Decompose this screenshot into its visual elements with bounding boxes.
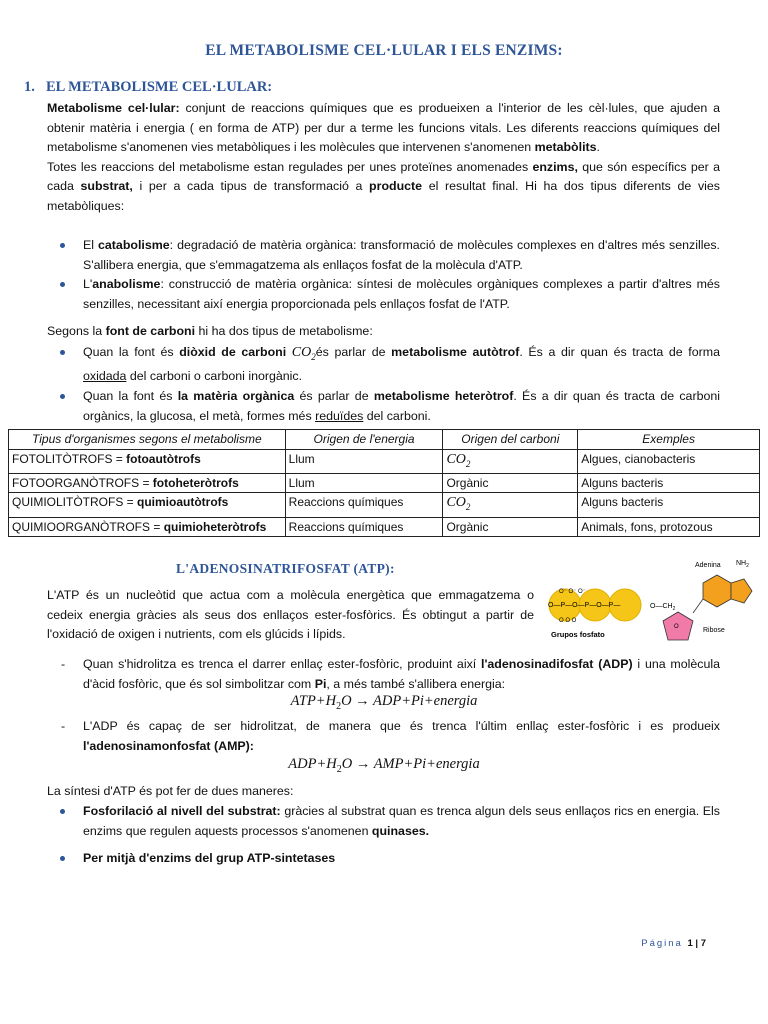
list-item-autotroph: Quan la font és diòxid de carboni $CO_2és$ parlar de metabolisme autòtrof. És a dir quan és tracta de forma oxidada del carboni o carboni inorgànic. <box>47 343 720 387</box>
page-title: EL METABOLISME CEL·LULAR I ELS ENZIMS: <box>205 42 563 59</box>
cell-examples: Algues, cianobacteris <box>578 449 760 473</box>
hydrolysis-list-2 <box>47 717 720 756</box>
carbon-source-list <box>47 343 720 426</box>
cell-type: FOTOORGANÒTROFS = fotoheteròtrofs <box>9 473 286 493</box>
cell-carbon: $CO_2$ <box>443 493 578 517</box>
cell-energy: Reaccions químiques <box>285 493 443 517</box>
cell-energy: Llum <box>285 473 443 493</box>
svg-text:O⁻ O⁻ O⁻: O⁻ O⁻ O⁻ <box>559 589 586 595</box>
cell-examples: Animals, fons, protozous <box>578 517 760 537</box>
page-footer <box>641 938 706 949</box>
cell-examples: Alguns bacteris <box>578 493 760 517</box>
cell-type: QUIMIOORGANÒTROFS = quimioheteròtrofs <box>9 517 286 537</box>
cell-energy: Llum <box>285 449 443 473</box>
table-row <box>9 517 760 537</box>
list-item-atp-synthase: Per mitjà d'enzims del grup ATP-sintetases <box>47 849 720 869</box>
svg-text:O—P—O—P—O—P—: O—P—O—P—O—P— <box>548 602 621 609</box>
svg-text:O O O: O O O <box>559 618 577 624</box>
adenine-label: Adenina <box>695 562 721 569</box>
column-header: Origen de l'energia <box>285 430 443 450</box>
cell-carbon: Orgànic <box>443 473 578 493</box>
adenine-ring-five <box>731 579 752 603</box>
table-row <box>9 493 760 517</box>
list-item-substrate-phosphorylation: Fosforilació al nivell del substrat: gràcies al substrat quan es trenca algun dels seus enllaços rics en energia. Els enzims que regulen aquests processos s'anomenen quinases. <box>47 802 720 841</box>
page-number: 1 | 7 <box>687 938 706 949</box>
footer-label: Página <box>641 938 683 949</box>
definition-paragraph: Metabolisme cel·lular: conjunt de reaccions químiques que es produeixen a l'interior de les cèl·lules, que ajuden a obtenir matèria i energia ( en forma de ATP) per dur a terme les funcions vitals. Les diferents reaccions químiques del metabolisme s'anomenen vies metabòliques i les molècules que intervenen s'anomenen metabòlits. Totes les reaccions del metabolisme estan regulades per unes proteïnes anomenades enzims, que són específics per a cada substrat, i per a cada tipus de transformació a producte el resultat final. Hi ha dos tipus diferents de vies metabòliques: <box>47 101 721 213</box>
column-header: Origen del carboni <box>443 430 578 450</box>
metabolism-types-table <box>8 429 760 537</box>
list-item-anabolism: L'anabolisme: construcció de matèria orgànica: síntesi de molècules orgàniques complexes a partir d'altres més senzilles, necessitant així energia proporcionada pels enllaços fosfat de l'ATP. <box>47 275 720 314</box>
table-row <box>9 473 760 493</box>
atp-intro-paragraph: L'ATP és un nucleòtid que actua com a molècula energètica que emmagatzema o cedeix energia gràcies als seus dos enllaços ester-fosfòrics. És obtingut a partir de l'oxidació de oxigen i nutrients, com els glúcids i lípids. <box>47 588 534 642</box>
column-header: Tipus d'organismes segons el metabolisme <box>9 430 286 450</box>
metabolic-pathways-list <box>47 236 720 314</box>
phosphate-groups <box>548 589 641 639</box>
equation-atp: $ATP+H_2O$ → ADP+Pi+energia <box>290 693 478 712</box>
cell-energy: Reaccions químiques <box>285 517 443 537</box>
cell-type: QUIMIOLITÒTROFS = quimioautòtrofs <box>9 493 286 517</box>
list-item-atp-hydrolysis: - Quan s'hidrolitza es trenca el darrer enllaç ester-fosfòric, produint així l'adenosinadifosfat (ADP) i una molècula d'àcid fosfòric, que és sol simbolitzar com Pi, a més també s'allibera energia: <box>47 655 720 694</box>
synthesis-ways-list <box>47 802 720 841</box>
synthesis-paragraph: La síntesi d'ATP és pot fer de dues maneres: <box>47 784 294 798</box>
cell-type: FOTOLITÒTROFS = fotoautòtrofs <box>9 449 286 473</box>
list-item-heterotroph: Quan la font és la matèria orgànica és parlar de metabolisme heteròtrof. És a dir quan és tracta de carboni orgànics, la glucosa, el metà, formes més reduïdes del carboni. <box>47 387 720 426</box>
section-number: 1. <box>24 79 35 95</box>
hydrolysis-list-1 <box>47 655 720 694</box>
equation-adp: $ADP+H_2O$ → AMP+Pi+energia <box>288 756 480 775</box>
cell-carbon: $CO_2$ <box>443 449 578 473</box>
table-row <box>9 449 760 473</box>
section-title: EL METABOLISME CEL·LULAR: <box>46 79 273 95</box>
ch2-label: $O—CH_2$ <box>650 603 676 612</box>
atp-heading: L'ADENOSINATRIFOSFAT (ATP): <box>176 561 395 576</box>
table-header-row <box>9 430 760 450</box>
section-heading <box>24 79 272 96</box>
carbon-source-paragraph: Segons la font de carboni hi ha dos tipus de metabolisme: <box>47 324 373 338</box>
cell-examples: Alguns bacteris <box>578 473 760 493</box>
list-item-adp-hydrolysis: - L'ADP és capaç de ser hidrolitzat, de manera que és trenca l'últim enllaç ester-fosfòric i es produeix l'adenosinamonfosfat (AMP): <box>47 717 720 756</box>
atp-molecule-diagram <box>543 555 758 655</box>
list-item-catabolism: El catabolisme: degradació de matèria orgànica: transformació de molècules complexes en d'altres més senzilles. S'allibera energia, que s'emmagatzema als enllaços fosfat de la molècula d'ATP. <box>47 236 720 275</box>
nh2-label: $NH_2$ <box>736 560 749 569</box>
ribose-label: Ribose <box>703 627 725 634</box>
synthesis-ways-list-2 <box>47 849 720 869</box>
cell-carbon: Orgànic <box>443 517 578 537</box>
column-header: Exemples <box>578 430 760 450</box>
adenine-ring-six <box>703 575 731 607</box>
phosphates-label: Grupos fosfato <box>551 630 605 639</box>
svg-text:O: O <box>674 624 679 630</box>
